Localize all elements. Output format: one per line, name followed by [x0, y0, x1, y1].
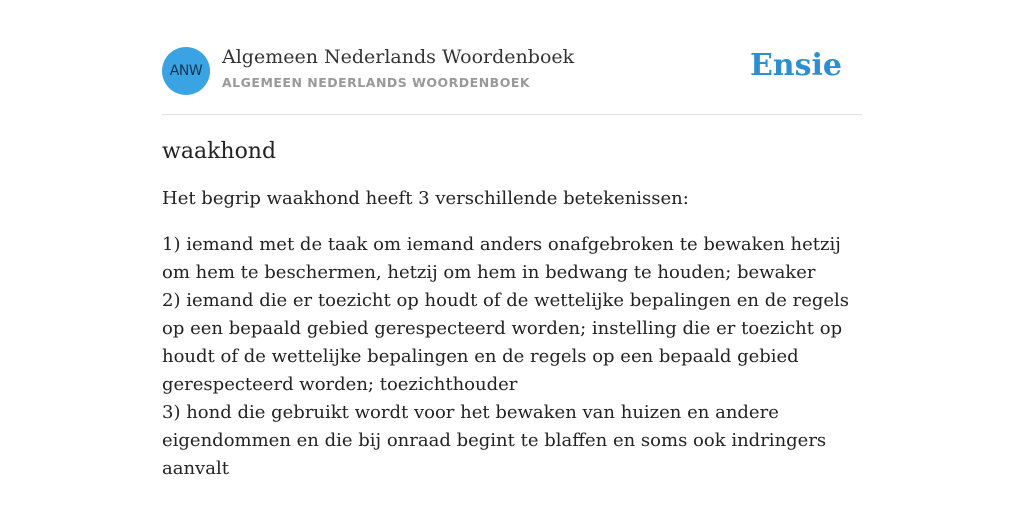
card-header: [162, 44, 862, 115]
ensie-brand-logo[interactable]: Ensie: [749, 48, 842, 83]
source-title[interactable]: Algemeen Nederlands Woordenboek: [222, 46, 575, 68]
meaning-item: 3) hond die gebruikt wordt voor het bewaken van huizen en andere eigendommen en die bij onraad begint te blaffen en soms ook indringers aanvalt: [162, 402, 827, 479]
meaning-item: 2) iemand die er toezicht op houdt of de wettelijke bepalingen en de regels op een bepaald gebied gerespecteerd worden; instelling die er toezicht op houdt of de wettelijke bepalingen en de regels op een bepaald gebied gerespecteerd worden; toezichthouder: [162, 290, 850, 395]
intro-text: Het begrip waakhond heeft 3 verschillende betekenissen:: [162, 188, 689, 209]
source-logo[interactable]: ANW: [162, 47, 210, 95]
headword: waakhond: [162, 139, 277, 164]
source-subtitle: ALGEMEEN NEDERLANDS WOORDENBOEK: [222, 75, 531, 90]
meanings-list: [162, 231, 862, 483]
entry-card: [162, 44, 862, 483]
meaning-item: 1) iemand met de taak om iemand anders onafgebroken te bewaken hetzij om hem te beschermen, hetzij om hem in bedwang te houden; bewaker: [162, 234, 841, 283]
